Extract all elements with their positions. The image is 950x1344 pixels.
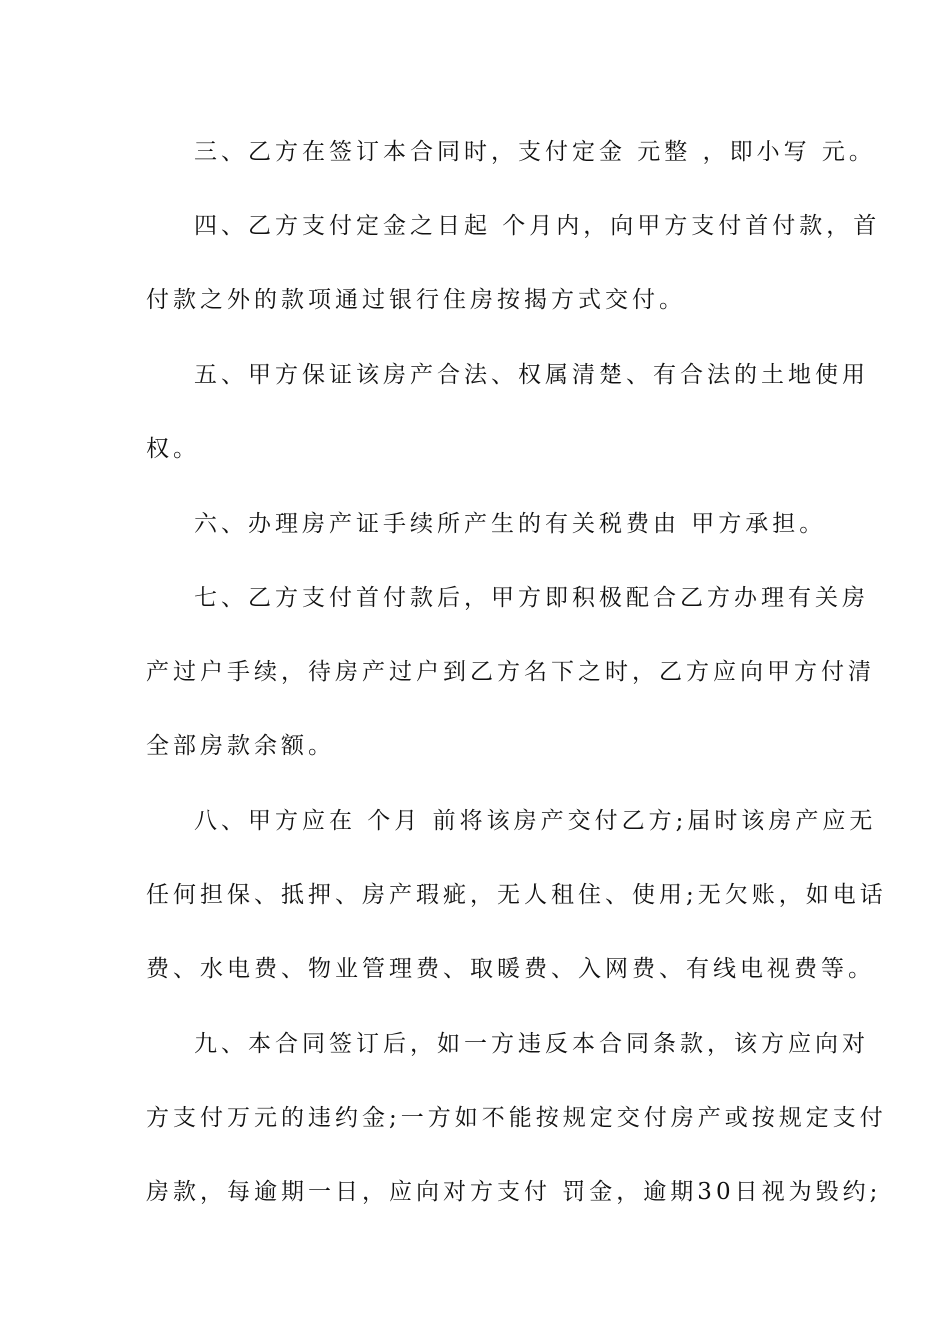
clause-7-line-3: 全部房款余额。	[146, 733, 335, 759]
clause-7-line-1: 七、乙方支付首付款后，甲方即积极配合乙方办理有关房	[194, 585, 869, 611]
clause-8-line-2: 任何担保、抵押、房产瑕疵，无人租住、使用;无欠账，如电话	[146, 882, 887, 908]
clause-3-line-1: 三、乙方在签订本合同时，支付定金 元整 ，即小写 元。	[194, 139, 876, 165]
clause-6-line-1: 六、办理房产证手续所产生的有关税费由 甲方承担。	[194, 511, 827, 537]
clause-9-line-2: 方支付万元的违约金;一方如不能按规定交付房产或按规定支付	[146, 1105, 887, 1131]
clause-8-line-1: 八、甲方应在 个月 前将该房产交付乙方;届时该房产应无	[194, 808, 877, 834]
clause-5-line-2: 权。	[146, 436, 200, 462]
clause-4-line-1: 四、乙方支付定金之日起 个月内，向甲方支付首付款，首	[194, 213, 881, 239]
clause-9-line-3: 房款，每逾期一日，应向对方支付 罚金，逾期30日视为毁约;	[146, 1179, 882, 1205]
clause-4-line-2: 付款之外的款项通过银行住房按揭方式交付。	[146, 287, 686, 313]
clause-5-line-1: 五、甲方保证该房产合法、权属清楚、有合法的土地使用	[194, 362, 869, 388]
clause-8-line-3: 费、水电费、物业管理费、取暖费、入网费、有线电视费等。	[146, 956, 875, 982]
clause-9-line-1: 九、本合同签订后，如一方违反本合同条款，该方应向对	[194, 1031, 869, 1057]
clause-7-line-2: 产过户手续，待房产过户到乙方名下之时，乙方应向甲方付清	[146, 659, 875, 685]
